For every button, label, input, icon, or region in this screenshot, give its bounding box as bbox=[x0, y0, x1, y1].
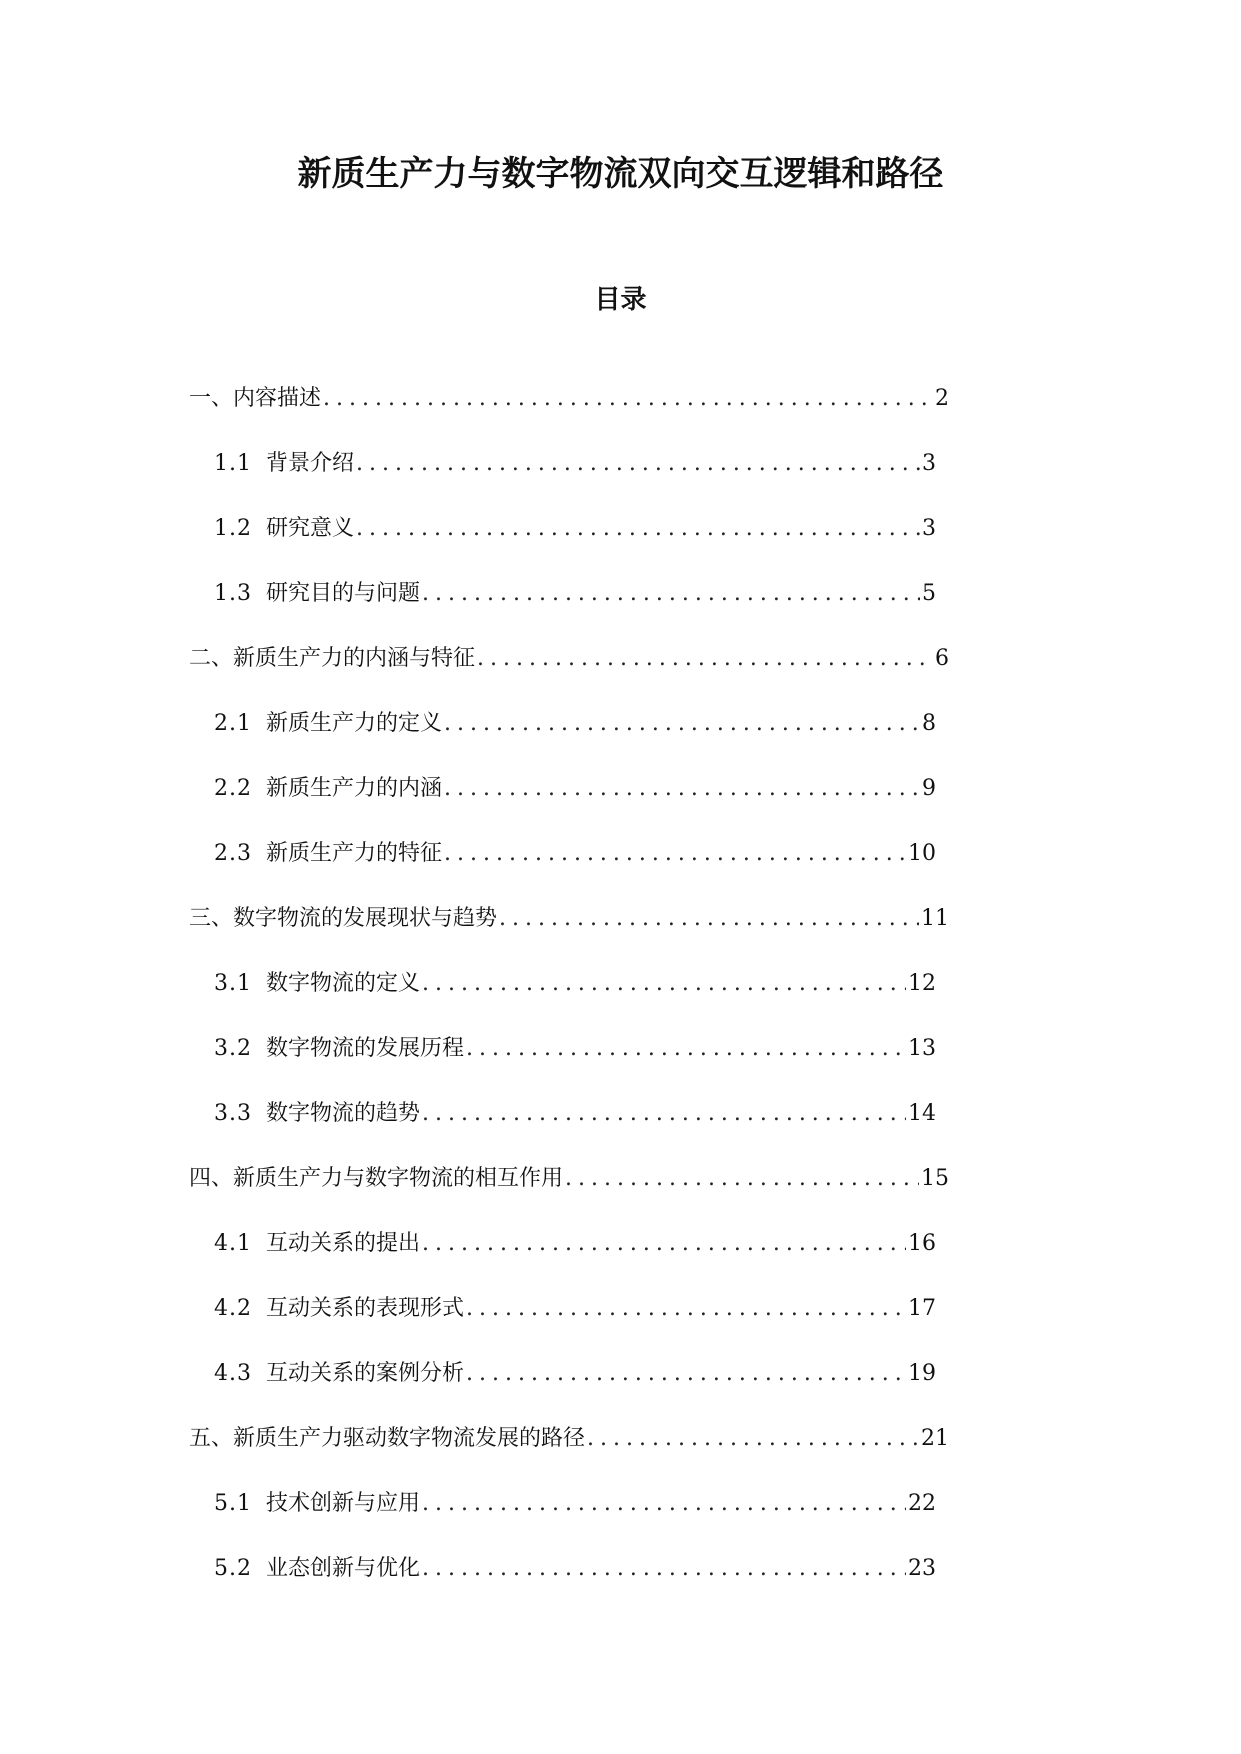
toc-entry-5-2[interactable] bbox=[0, 1554, 936, 1619]
toc-entry-label: 数字物流的发展历程 bbox=[266, 1036, 465, 1061]
toc-page-number: 13 bbox=[908, 1036, 936, 1061]
toc-entry-label: 研究目的与问题 bbox=[266, 581, 421, 606]
toc-section-number: 3.3 bbox=[214, 1101, 252, 1126]
toc-entry-3[interactable] bbox=[0, 904, 949, 969]
toc-dot-leader bbox=[422, 1489, 906, 1519]
toc-section-number: 4.1 bbox=[214, 1231, 252, 1256]
toc-entry-1-3[interactable] bbox=[0, 579, 936, 644]
toc-entry-label: 数字物流的定义 bbox=[266, 971, 421, 996]
toc-section-number: 2.2 bbox=[214, 776, 252, 801]
toc-section-number: 4.3 bbox=[214, 1361, 252, 1386]
toc-section-number: 3.2 bbox=[214, 1036, 252, 1061]
toc-dot-leader bbox=[444, 774, 920, 804]
toc-page-number: 5 bbox=[922, 581, 936, 606]
toc-page-number: 3 bbox=[922, 451, 936, 476]
toc-page-number: 23 bbox=[908, 1556, 936, 1581]
table-of-contents bbox=[0, 384, 1241, 1619]
toc-entry-5-1[interactable] bbox=[0, 1489, 936, 1554]
toc-entry-4-3[interactable] bbox=[0, 1359, 936, 1424]
toc-section-number: 1.1 bbox=[214, 451, 252, 476]
toc-dot-leader bbox=[422, 1099, 906, 1129]
toc-dot-leader bbox=[444, 709, 920, 739]
toc-entry-3-3[interactable] bbox=[0, 1099, 936, 1164]
toc-dot-leader bbox=[356, 514, 920, 544]
toc-page-number: 2 bbox=[935, 386, 949, 411]
toc-entry-label: 五、新质生产力驱动数字物流发展的路径 bbox=[189, 1426, 586, 1451]
toc-entry-1[interactable] bbox=[0, 384, 949, 449]
toc-section-number: 3.1 bbox=[214, 971, 252, 996]
toc-page-number: 16 bbox=[908, 1231, 936, 1256]
toc-section-number: 2.1 bbox=[214, 711, 252, 736]
toc-dot-leader bbox=[444, 839, 906, 869]
toc-page-number: 12 bbox=[908, 971, 936, 996]
toc-entry-label: 新质生产力的特征 bbox=[266, 841, 443, 866]
toc-dot-leader bbox=[466, 1359, 906, 1389]
toc-entry-1-2[interactable] bbox=[0, 514, 936, 579]
toc-entry-label: 技术创新与应用 bbox=[266, 1491, 421, 1516]
toc-dot-leader bbox=[422, 969, 906, 999]
toc-entry-2[interactable] bbox=[0, 644, 949, 709]
toc-dot-leader bbox=[466, 1034, 906, 1064]
toc-entry-1-1[interactable] bbox=[0, 449, 936, 514]
toc-entry-5[interactable] bbox=[0, 1424, 949, 1489]
toc-entry-label: 四、新质生产力与数字物流的相互作用 bbox=[189, 1166, 564, 1191]
toc-page-number: 17 bbox=[908, 1296, 936, 1321]
toc-entry-3-2[interactable] bbox=[0, 1034, 936, 1099]
toc-dot-leader bbox=[565, 1164, 919, 1194]
toc-page-number: 19 bbox=[908, 1361, 936, 1386]
document-title: 新质生产力与数字物流双向交互逻辑和路径 bbox=[297, 154, 944, 194]
toc-entry-label: 三、数字物流的发展现状与趋势 bbox=[189, 906, 498, 931]
toc-entry-label: 互动关系的表现形式 bbox=[266, 1296, 465, 1321]
toc-entry-4-2[interactable] bbox=[0, 1294, 936, 1359]
toc-page-number: 9 bbox=[922, 776, 936, 801]
toc-section-number: 4.2 bbox=[214, 1296, 252, 1321]
toc-section-number: 1.3 bbox=[214, 581, 252, 606]
toc-entry-label: 互动关系的提出 bbox=[266, 1231, 421, 1256]
toc-section-number: 5.2 bbox=[214, 1556, 252, 1581]
toc-dot-leader bbox=[422, 1229, 906, 1259]
toc-dot-leader bbox=[587, 1424, 919, 1454]
toc-page-number: 21 bbox=[921, 1426, 949, 1451]
toc-entry-label: 数字物流的趋势 bbox=[266, 1101, 421, 1126]
toc-page-number: 8 bbox=[922, 711, 936, 736]
toc-entry-4[interactable] bbox=[0, 1164, 949, 1229]
toc-entry-label: 研究意义 bbox=[266, 516, 355, 541]
toc-entry-label: 互动关系的案例分析 bbox=[266, 1361, 465, 1386]
toc-entry-2-3[interactable] bbox=[0, 839, 936, 904]
toc-entry-label: 业态创新与优化 bbox=[266, 1556, 421, 1581]
toc-section-number: 1.2 bbox=[214, 516, 252, 541]
toc-entry-3-1[interactable] bbox=[0, 969, 936, 1034]
toc-dot-leader bbox=[356, 449, 920, 479]
toc-page-number: 6 bbox=[935, 646, 949, 671]
toc-page-number: 22 bbox=[908, 1491, 936, 1516]
toc-dot-leader bbox=[499, 904, 919, 934]
toc-entry-label: 新质生产力的定义 bbox=[266, 711, 443, 736]
toc-entry-label: 一、内容描述 bbox=[189, 386, 322, 411]
toc-entry-label: 新质生产力的内涵 bbox=[266, 776, 443, 801]
toc-page-number: 15 bbox=[921, 1166, 949, 1191]
toc-page-number: 3 bbox=[922, 516, 936, 541]
toc-dot-leader bbox=[422, 1554, 906, 1584]
toc-entry-label: 背景介绍 bbox=[266, 451, 355, 476]
toc-dot-leader bbox=[477, 644, 933, 674]
toc-section-number: 2.3 bbox=[214, 841, 252, 866]
toc-dot-leader bbox=[422, 579, 920, 609]
toc-entry-label: 二、新质生产力的内涵与特征 bbox=[189, 646, 476, 671]
toc-dot-leader bbox=[323, 384, 933, 414]
toc-page-number: 11 bbox=[921, 906, 949, 931]
toc-dot-leader bbox=[466, 1294, 906, 1324]
toc-page-number: 10 bbox=[908, 841, 936, 866]
toc-page-number: 14 bbox=[908, 1101, 936, 1126]
toc-section-number: 5.1 bbox=[214, 1491, 252, 1516]
toc-entry-4-1[interactable] bbox=[0, 1229, 936, 1294]
toc-entry-2-2[interactable] bbox=[0, 774, 936, 839]
toc-heading: 目录 bbox=[594, 285, 647, 315]
toc-entry-2-1[interactable] bbox=[0, 709, 936, 774]
